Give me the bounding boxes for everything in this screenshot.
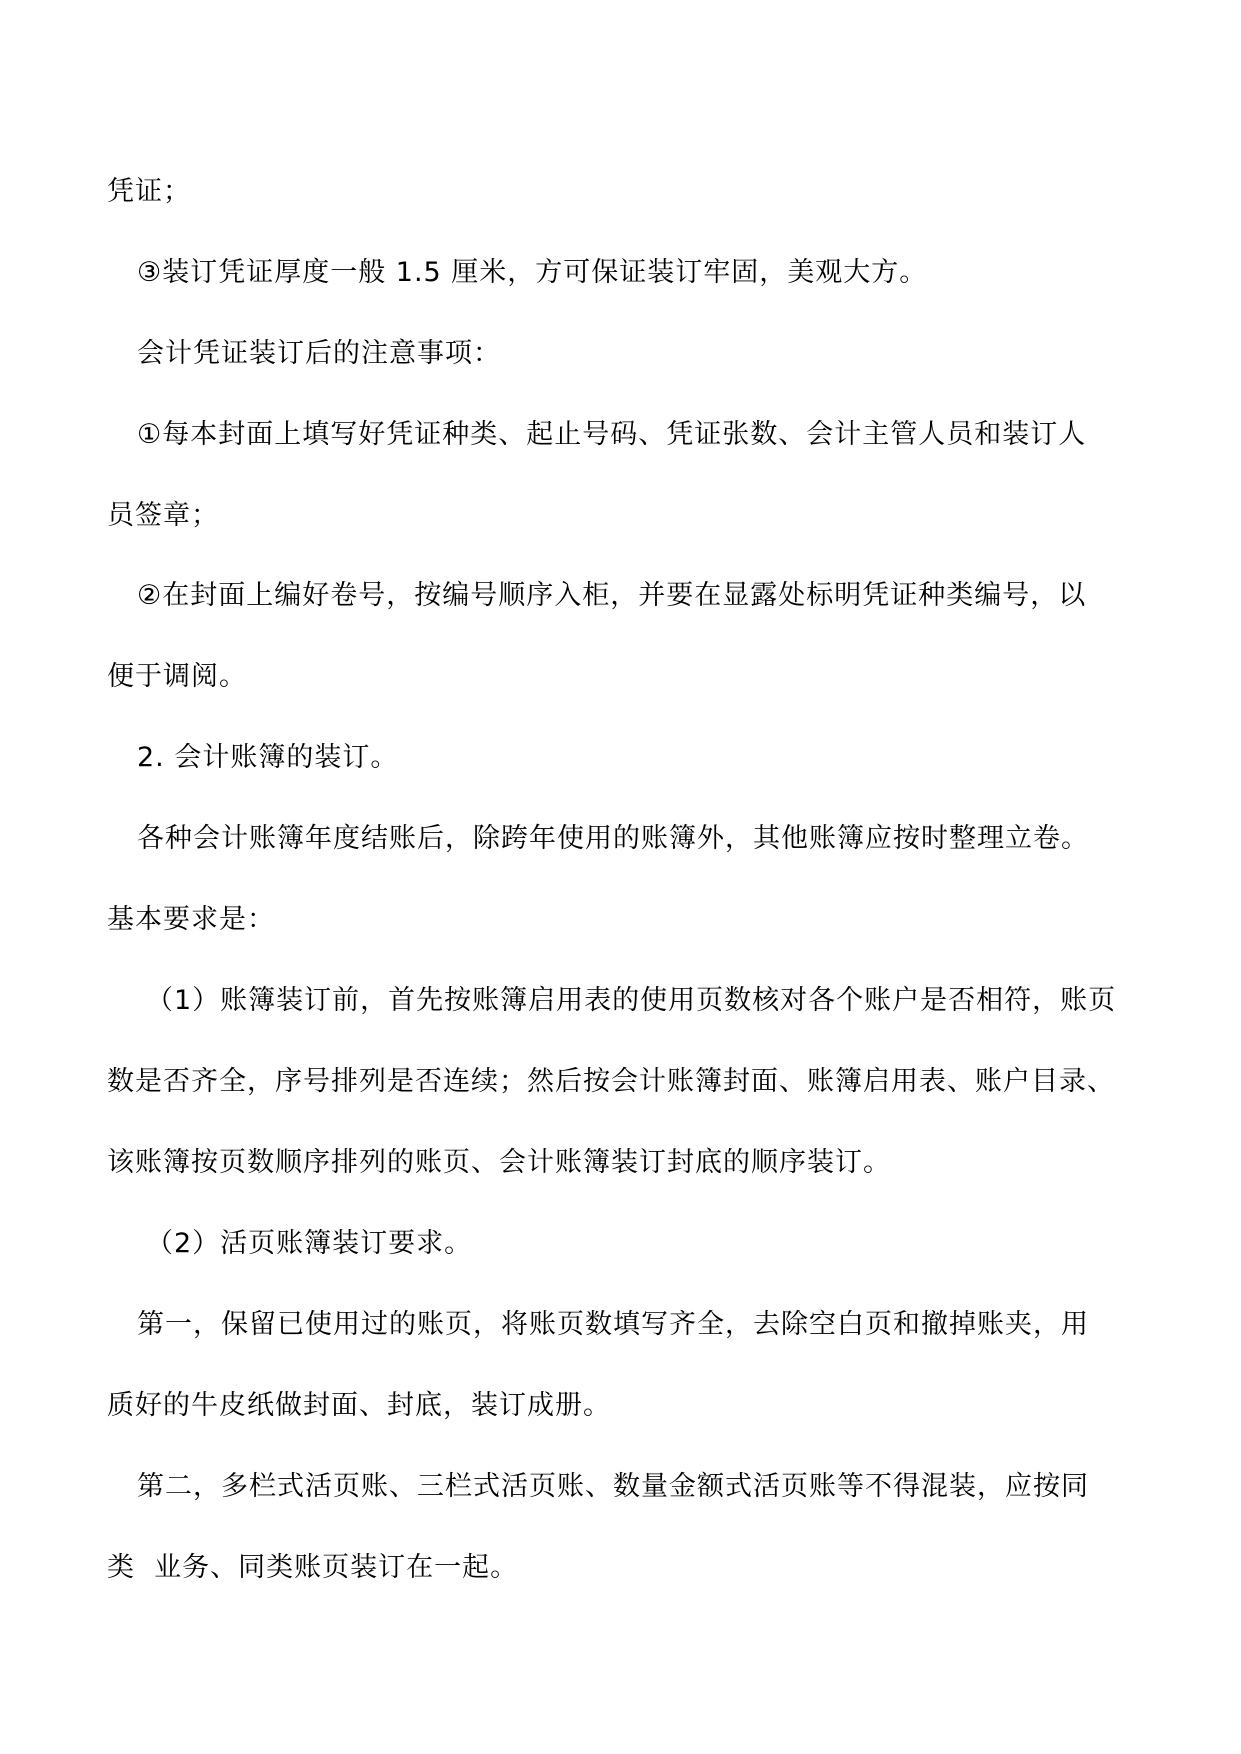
text-line: （2）活页账簿装订要求。: [146, 1228, 473, 1259]
text-line: 质好的牛皮纸做封面、封底，装订成册。: [107, 1390, 611, 1421]
text-line: ②在封面上编好卷号，按编号顺序入柜，并要在显露处标明凭证种类编号，以: [137, 580, 1087, 611]
text-line: 便于调阅。: [107, 661, 247, 692]
text-line: ③装订凭证厚度一般 1.5 厘米，方可保证装订牢固，美观大方。: [137, 257, 928, 288]
text-line: 类 业务、同类账页装订在一起。: [107, 1552, 519, 1583]
text-line: 第一，保留已使用过的账页，将账页数填写齐全，去除空白页和撤掉账夹，用: [137, 1309, 1089, 1340]
text-line: 员签章；: [107, 500, 219, 531]
text-line: 凭证；: [107, 176, 191, 207]
text-line: 会计凭证装订后的注意事项：: [137, 338, 501, 369]
text-line: 2. 会计账簿的装订。: [137, 742, 399, 773]
text-line: 数是否齐全，序号排列是否连续；然后按会计账簿封面、账簿启用表、账户目录、: [107, 1066, 1115, 1097]
text-line: ①每本封面上填写好凭证种类、起止号码、凭证张数、会计主管人员和装订人: [137, 419, 1087, 450]
text-line: 该账簿按页数顺序排列的账页、会计账簿装订封底的顺序装订。: [107, 1147, 891, 1178]
text-line: 各种会计账簿年度结账后，除跨年使用的账簿外，其他账簿应按时整理立卷。: [137, 823, 1089, 854]
text-line: （1）账簿装订前，首先按账簿启用表的使用页数核对各个账户是否相符，账页: [146, 985, 1117, 1016]
text-line: 基本要求是：: [107, 904, 275, 935]
text-line: 第二，多栏式活页账、三栏式活页账、数量金额式活页账等不得混装，应按同: [137, 1471, 1089, 1502]
